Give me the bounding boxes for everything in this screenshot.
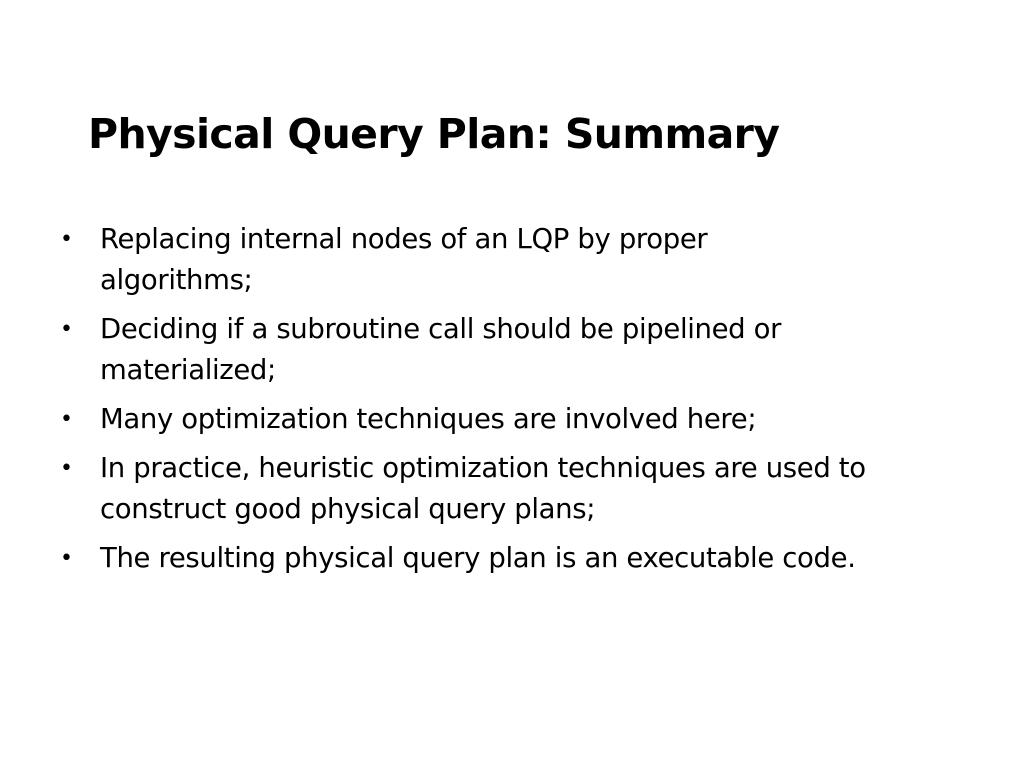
bullet-marker: •	[60, 456, 73, 481]
bullet-marker: •	[60, 317, 73, 342]
bullet-item	[60, 219, 980, 301]
slide-title: Physical Query Plan: Summary	[88, 110, 780, 158]
bullet-list	[60, 219, 980, 587]
bullet-text: Many optimization techniques are involved here;	[100, 403, 757, 435]
bullet-item	[60, 448, 980, 530]
bullet-text: Replacing internal nodes of an LQP by proper algorithms;	[100, 223, 708, 296]
bullet-marker: •	[60, 546, 73, 571]
bullet-item	[60, 538, 980, 579]
bullet-item	[60, 309, 980, 391]
bullet-text: In practice, heuristic optimization techniques are used to construct good physical query plans;	[100, 452, 866, 525]
bullet-text: The resulting physical query plan is an executable code.	[100, 542, 856, 574]
bullet-marker: •	[60, 407, 73, 432]
bullet-marker: •	[60, 227, 73, 252]
bullet-text: Deciding if a subroutine call should be pipelined or materialized;	[100, 313, 782, 386]
bullet-item	[60, 399, 980, 440]
